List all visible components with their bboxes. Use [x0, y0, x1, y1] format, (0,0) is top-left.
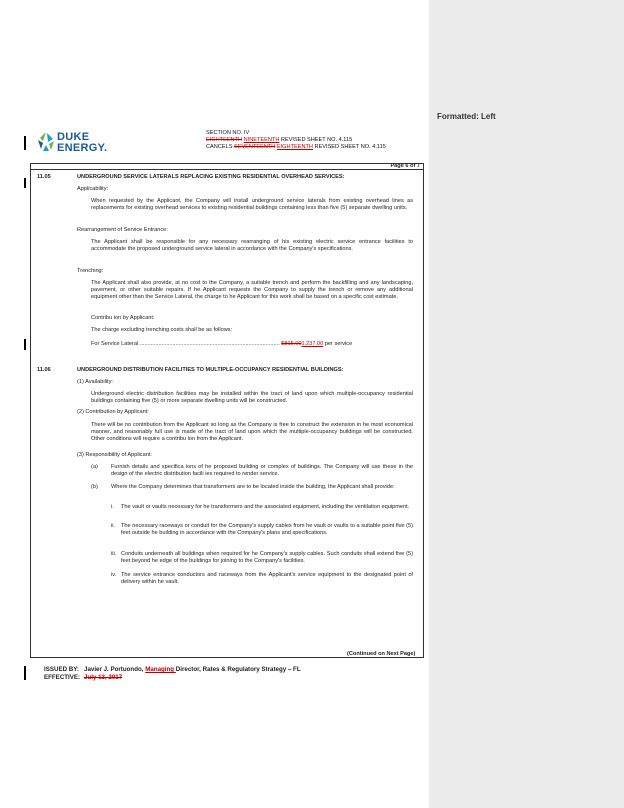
duke-energy-logo [35, 129, 115, 159]
rearrangement-label: Rearrangement of Service Entrance: [77, 227, 168, 233]
logo-mark-icon [35, 131, 57, 155]
service-lateral-charge: For Service Lateral .......................................................................................... $815.001,237.00 per service [91, 341, 353, 347]
section-number: SECTION NO. IV [206, 130, 250, 136]
continued-note: (Continued on Next Page) [347, 651, 416, 657]
logo-word-energy: ENERGY. [57, 142, 108, 154]
section-11-06-number: 11.06 [37, 367, 51, 373]
section-11-05-number: 11.05 [37, 174, 51, 180]
change-bar [24, 178, 26, 188]
item-i-marker: i. [111, 504, 114, 510]
item-b-text: Where the Company determines that transformers are to be located inside the building, the Applicant shall provide: [111, 484, 395, 490]
applicability-label: Applicability: [77, 186, 109, 192]
section-11-06-title: UNDERGROUND DISTRIBUTION FACILITIES TO MULTIPLE-OCCUPANCY RESIDENTIAL BUILDINGS: [77, 367, 344, 373]
item-iii-marker: iii. [111, 551, 117, 557]
item-ii-marker: ii. [111, 523, 116, 529]
cancels-line: CANCELS SEVENTEENTH EIGHTEENTH REVISED SHEET NO. 4.115 [206, 144, 386, 151]
contribution-2-text: There will be no contribution from the Applicant so long as the Company is free to construct the extension in he most economical manner, and reasonably full use is made of the tract of land upon which the multiple-occupancy buildings will be constructed. Other conditions will require a contribu ion from the Applicant. [91, 422, 413, 442]
item-i-text: The vault or vaults necessary for he transformers and the associated equipment, including the ventilation equipment. [121, 504, 410, 510]
item-b-marker: (b) [91, 484, 98, 490]
sheet-number: EIGHTEENTH NINETEENTH REVISED SHEET NO. 4.115 [206, 137, 353, 144]
item-iv-text: The service entrance conductors and raceways from the Applicant's service equipment to the designated point of delivery within he vault. [121, 572, 413, 585]
responsibility-label: (3) Responsibility of Applicant: [77, 452, 152, 458]
item-a-marker: (a) [91, 464, 98, 470]
change-bar [24, 666, 26, 680]
divider [31, 169, 423, 170]
item-ii-text: The necessary raceways or conduit for the Company's supply cables from he vault or vaults to a suitable point five (5) feet outside he building in accordance with the Company's plans and specifications. [121, 523, 413, 536]
comments-pane [429, 0, 624, 808]
contribution-2-label: (2) Contribution by Applicant: [77, 409, 149, 415]
availability-text: Underground electric distribution facilities may be installed within the tract of land upon which multiple-occupancy residential buildings containing five (5) or more separate dwelling units will be constructed. [91, 391, 413, 404]
sheet-header [206, 130, 386, 152]
charge-text: The charge excluding trenching costs shall be as follows: [91, 327, 233, 333]
effective-date: EFFECTIVE: July 13, 2017 [44, 674, 123, 681]
issued-by: ISSUED BY: Javier J. Portuondo, Managing Director, Rates & Regulatory Strategy – FL [44, 666, 301, 673]
change-bar [24, 339, 26, 350]
availability-label: (1) Availability: [77, 379, 113, 385]
item-iv-marker: iv. [111, 572, 117, 578]
tariff-body-frame [30, 163, 424, 658]
trenching-text: The Applicant shall also provide, at no cost to the Company, a suitable trench and perform the backfilling and any landscaping, pavement, or other suitable repairs. If he Applicant requests the Company to supply the trench or remove any additional equipment other than the Service Lateral, the charge to he Applicant for this work shall be based on a specific cost estimate. [91, 280, 413, 300]
trenching-label: Trenching: [77, 268, 104, 274]
logo-word-duke: DUKE [57, 131, 90, 143]
item-a-text: Furnish details and specifica ions of he proposed building or complex of buildings. The Company will use these in the design of the electric distribution facili ies required to render service. [111, 464, 413, 477]
section-11-05-title: UNDERGROUND SERVICE LATERALS REPLACING EXISTING RESIDENTIAL OVERHEAD SERVICES: [77, 174, 345, 180]
rearrangement-text: The Applicant shall be responsible for any necessary rearranging of his existing electric service entrance facilities to accommodate the proposed underground service lateral in accordance with the Company's specifications. [91, 239, 413, 252]
contribution-label: Contribu ion by Applicant: [91, 315, 155, 321]
issuance-footer [44, 666, 301, 682]
comment-formatted-left[interactable]: Formatted: Left [437, 112, 496, 121]
applicability-text: When requested by the Applicant, the Company will install underground service laterals from existing overhead lines as replacements for existing overhead services to existing residential buildings containing less than five (5) separate dwelling units. [91, 198, 413, 211]
item-iii-text: Conduits underneath all buildings when required for he Company's supply cables. Such conduits shall extend five (5) feet beyond he edge of the buildings for joining to the Company's facilities. [121, 551, 413, 564]
page-number: Page 6 of 7 [390, 163, 420, 169]
change-bar [24, 136, 26, 150]
